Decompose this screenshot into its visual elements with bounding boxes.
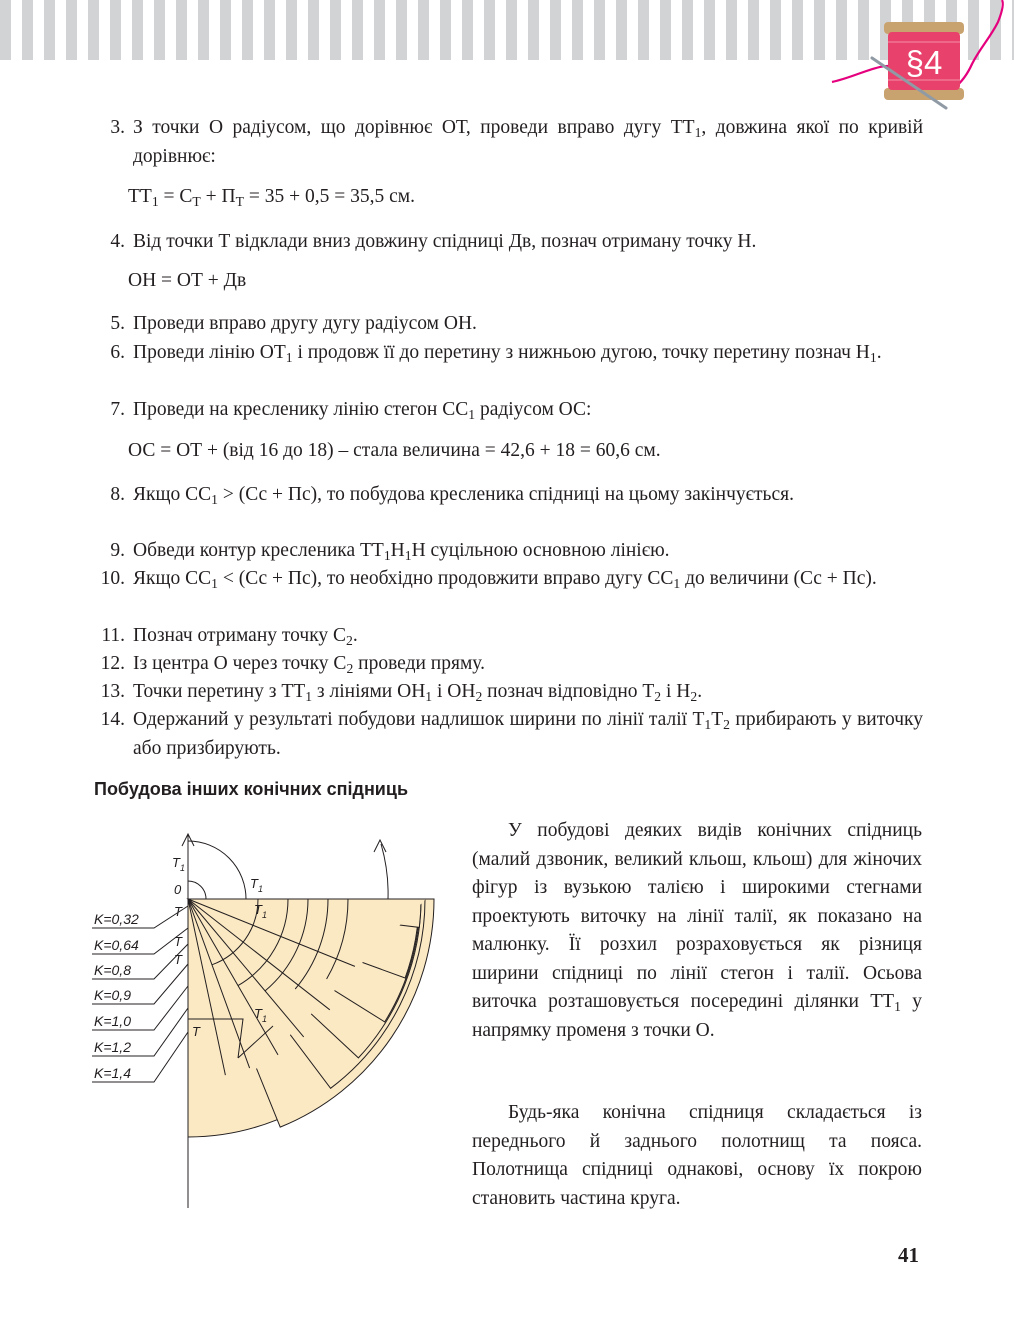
- point-label: [174, 882, 182, 897]
- step-number: 7.: [110, 399, 125, 420]
- point-label: [174, 934, 183, 949]
- point-label: [172, 855, 185, 873]
- text-run: і ОН: [432, 681, 476, 702]
- text-run: до величини (Сс + Пс).: [680, 568, 877, 589]
- step-item: [100, 706, 923, 763]
- text-run: З точки О радіусом, що дорівнює ОТ, проведи вправо дугу ТТ: [133, 117, 695, 138]
- text-run: і Н: [661, 681, 691, 702]
- text-run: Проведи вправо другу дугу радіусом ОН.: [133, 313, 477, 334]
- body-paragraph: [472, 817, 922, 1045]
- text-run: = С: [158, 186, 193, 207]
- step-number: 8.: [110, 484, 125, 505]
- subscript: 1: [404, 547, 412, 563]
- step-item: [110, 339, 923, 368]
- text-run: і продовж її до перетину з нижньою дугою, точку перетину познач Н: [292, 342, 870, 363]
- text-run: прибирають у виточку або призбирують.: [133, 709, 923, 759]
- subscript: 1: [151, 193, 159, 209]
- subscript: Т: [192, 193, 201, 209]
- formula-f3: [128, 437, 661, 465]
- skirt-sectors: [188, 899, 434, 1137]
- subscript: 2: [654, 688, 662, 704]
- subscript: 2: [346, 660, 354, 676]
- text-run: Проведи на кресленику лінію стегон СС: [133, 399, 469, 420]
- text-run: + П: [200, 186, 236, 207]
- point-subscript: 1: [261, 910, 267, 920]
- subscript: 1: [468, 406, 476, 422]
- point-letter: T: [174, 934, 182, 949]
- subscript: 1: [869, 349, 877, 365]
- text-run: Н: [390, 540, 405, 561]
- subscript: 1: [673, 575, 681, 591]
- text-run: Точки перетину з ТТ: [133, 681, 306, 702]
- k-coefficient-label: K=1,4: [94, 1065, 131, 1081]
- text-run: .: [352, 625, 358, 646]
- subscript: 1: [305, 688, 313, 704]
- text-run: Н суцільною основною лінією.: [411, 540, 670, 561]
- subscript: Т: [235, 193, 244, 209]
- step-item: [110, 537, 923, 566]
- point-letter: T: [174, 952, 182, 967]
- step-item: [110, 396, 923, 425]
- subscript: 1: [211, 575, 218, 591]
- step-number: 9.: [110, 540, 125, 561]
- k-coefficient-label: K=0,9: [94, 987, 131, 1003]
- text-run: Познач отриману точку С: [133, 625, 347, 646]
- arc-t1: [188, 841, 246, 899]
- subscript: 1: [211, 491, 218, 507]
- text-run: ТТ: [128, 186, 152, 207]
- outer-arc-arrow-icon: [374, 840, 386, 852]
- step-item: [110, 228, 923, 257]
- point-letter: T: [172, 855, 180, 870]
- step-number: 10.: [100, 568, 125, 589]
- section-heading: Побудова інших конічних спідниць: [94, 779, 409, 799]
- step-number: 3.: [110, 117, 125, 138]
- text-run: .: [697, 681, 703, 702]
- point-label: [174, 904, 183, 919]
- k-coefficient-label: K=0,8: [94, 962, 131, 978]
- text-run: у напрямку променя з точки О.: [472, 991, 922, 1041]
- text-run: Т: [711, 709, 724, 730]
- skirt-diagram: [88, 826, 438, 1216]
- text-run: Проведи лінію ОТ: [133, 342, 286, 363]
- step-number: 11.: [101, 625, 125, 646]
- point-label: [192, 1024, 201, 1039]
- step-item: [100, 650, 923, 679]
- outer-arc: [381, 844, 388, 899]
- step-item: [100, 565, 923, 594]
- step-number: 4.: [110, 231, 125, 252]
- subscript: 1: [285, 349, 293, 365]
- subscript: 1: [694, 124, 702, 140]
- subscript: 1: [704, 716, 712, 732]
- formula-f1: [128, 183, 415, 211]
- text-run: познач відповідно Т: [482, 681, 655, 702]
- step-item: [100, 678, 923, 707]
- text-run: Одержаний у результаті побудови надлишок ширини по лінії талії Т: [133, 709, 705, 730]
- point-subscript: 1: [257, 884, 263, 894]
- subscript: 1: [894, 998, 901, 1014]
- point-letter: T: [254, 902, 262, 917]
- k-coefficient-label: K=1,2: [94, 1039, 131, 1055]
- step-item: [110, 114, 924, 171]
- subscript: 2: [723, 716, 730, 732]
- k-coefficient-label: K=1,0: [94, 1013, 131, 1029]
- point-letter: T: [174, 904, 182, 919]
- text-run: ОС = ОТ + (від 16 до 18) – стала величина = 42,6 + 18 = 60,6 см.: [128, 440, 661, 461]
- text-run: Будь-яка конічна спідниця складається із переднього й заднього полотнищ та пояса. Полотнища спідниці однакові, основу їх покрою становить частина круга.: [472, 1102, 922, 1209]
- text-run: Якщо СС: [133, 568, 212, 589]
- step-item: [110, 310, 923, 339]
- section-number: §4: [905, 44, 943, 81]
- text-run: радіусом ОС:: [475, 399, 592, 420]
- text-run: Від точки Т відклади вниз довжину спідниці Дв, познач отриману точку Н.: [133, 231, 757, 252]
- subscript: 2: [346, 632, 353, 648]
- step-number: 13.: [100, 681, 125, 702]
- text-run: > (Сс + Пс), то побудова кресленика спідниці на цьому закінчується.: [217, 484, 794, 505]
- formula-f2: [128, 267, 246, 295]
- point-subscript: 1: [179, 863, 185, 873]
- text-run: , довжина якої по кривій дорівнює:: [133, 117, 924, 167]
- step-item: [101, 622, 923, 651]
- text-run: ОН = ОТ + Дв: [128, 270, 247, 291]
- point-subscript: 1: [261, 1014, 267, 1024]
- subscript: 1: [425, 688, 433, 704]
- point-letter: T: [254, 1006, 262, 1021]
- point-letter: T: [250, 876, 258, 891]
- text-run: < (Сс + Пс), то необхідно продовжити вправо дугу СС: [217, 568, 674, 589]
- point-label: [174, 952, 183, 967]
- subscript: 2: [690, 688, 698, 704]
- step-number: 6.: [110, 342, 125, 363]
- k-coefficient-label: K=0,32: [94, 911, 139, 927]
- point-letter: T: [192, 1024, 200, 1039]
- subscript: 2: [475, 688, 483, 704]
- page-number: 41: [898, 1243, 919, 1267]
- step-number: 14.: [100, 709, 125, 730]
- text-run: .: [876, 342, 882, 363]
- text-run: Якщо СС: [133, 484, 212, 505]
- point-label: [250, 876, 263, 894]
- text-run: Із центра О через точку С: [133, 653, 347, 674]
- body-paragraph: [472, 1099, 922, 1213]
- text-run: Обведи контур кресленика ТТ: [133, 540, 384, 561]
- text-run: з лініями ОН: [312, 681, 426, 702]
- k-coefficient-label: K=0,64: [94, 937, 139, 953]
- small-arc: [188, 881, 206, 899]
- step-number: 5.: [110, 313, 125, 334]
- point-letter: 0: [174, 882, 182, 897]
- text-run: = 35 + 0,5 = 35,5 см.: [243, 186, 415, 207]
- step-item: [110, 481, 923, 510]
- step-number: 12.: [100, 653, 125, 674]
- text-run: проведи пряму.: [353, 653, 485, 674]
- text-run: У побудові деяких видів конічних спідниць (малий дзвоник, великий кльош, кльош) для жіночих фігур із вузькою талією і широкими стегнами проектують виточку на лінії талії, як показано на малюнку. Її розхил розраховується як різниця ширини спідниці по лінії стегон і талії. Осьова виточка розташовується посередині ділянки ТТ: [472, 820, 922, 1012]
- subscript: 1: [383, 547, 391, 563]
